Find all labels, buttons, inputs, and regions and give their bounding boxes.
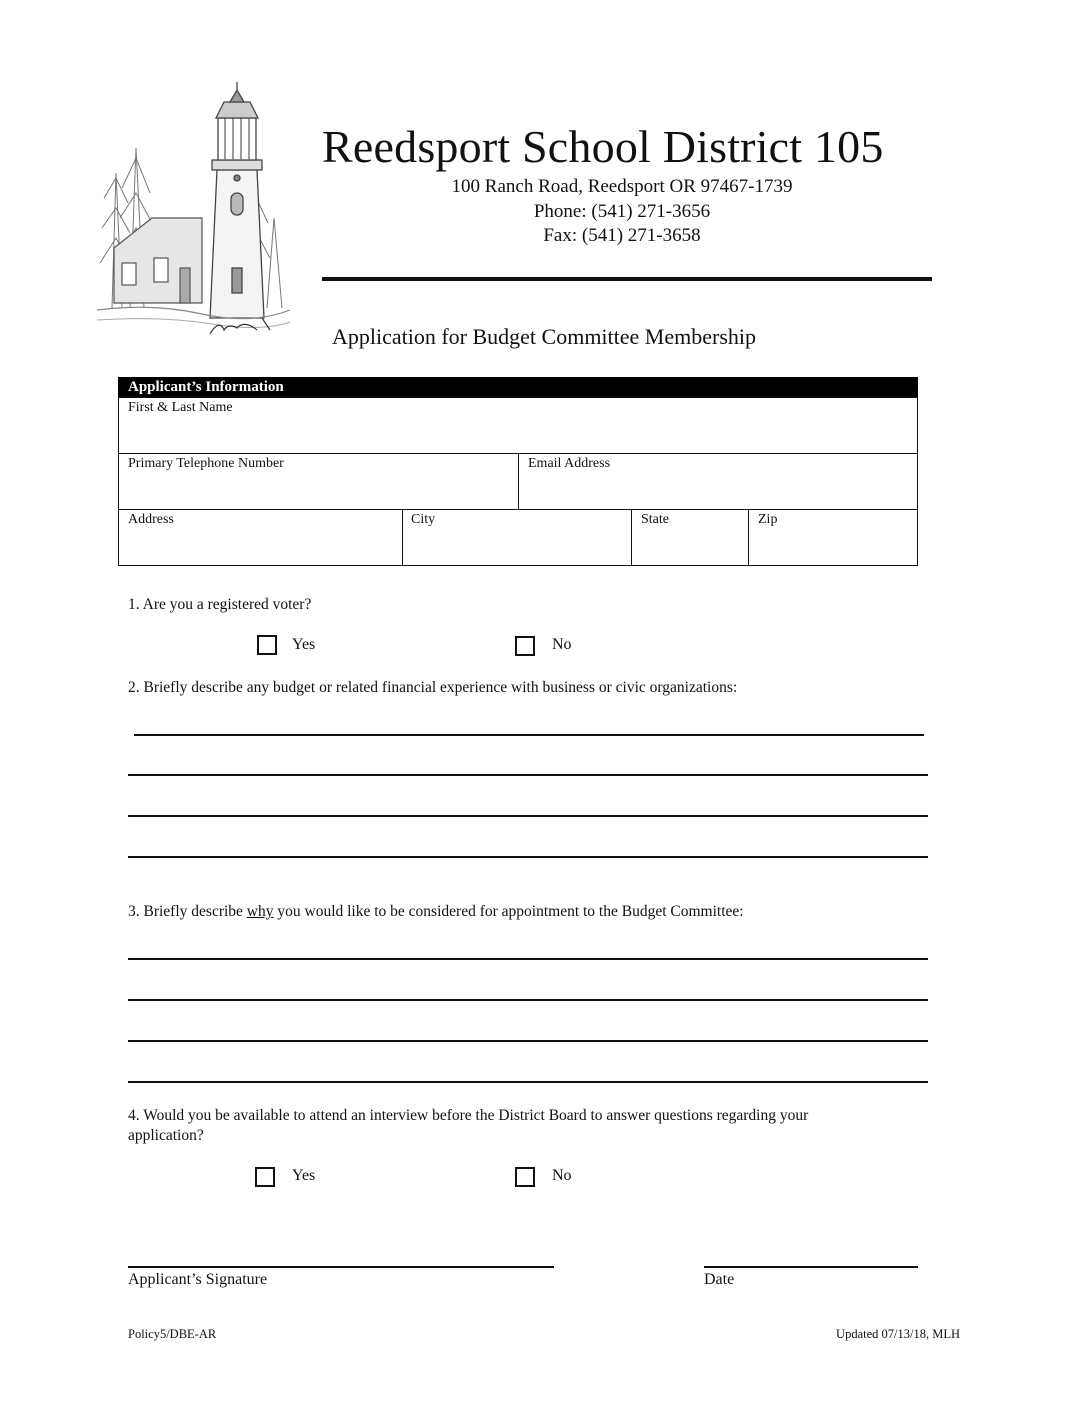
zip-label: Zip — [758, 512, 778, 527]
q1-no-label: No — [552, 636, 572, 653]
form-title: Application for Budget Committee Membership — [331, 324, 757, 349]
q3-answer-line-1[interactable] — [128, 958, 928, 960]
q1-yes-label: Yes — [292, 636, 316, 653]
q1-no-checkbox[interactable] — [515, 636, 535, 656]
name-label: First & Last Name — [128, 400, 233, 415]
q4-no-label: No — [552, 1167, 572, 1184]
name-field[interactable] — [118, 397, 918, 454]
district-phone: Phone: (541) 271-3656 — [533, 201, 711, 222]
q4-yes-label: Yes — [292, 1167, 316, 1184]
district-fax: Fax: (541) 271-3658 — [543, 225, 701, 246]
email-label: Email Address — [528, 456, 611, 471]
question-1-text: 1. Are you a registered voter? — [128, 596, 312, 613]
q4-no-checkbox[interactable] — [515, 1167, 535, 1187]
district-name: Reedsport School District 105 — [322, 121, 884, 172]
q3-answer-line-2[interactable] — [128, 999, 928, 1001]
signature-line[interactable] — [128, 1266, 554, 1268]
question-4-line-2: application? — [128, 1127, 204, 1144]
q3-text-emphasis: why — [246, 903, 274, 920]
q4-yes-checkbox[interactable] — [255, 1167, 275, 1187]
policy-code: Policy5/DBE-AR — [128, 1327, 217, 1341]
updated-note: Updated 07/13/18, MLH — [836, 1327, 960, 1341]
state-label: State — [641, 512, 669, 527]
signature-label: Applicant’s Signature — [128, 1271, 268, 1288]
district-address: 100 Ranch Road, Reedsport OR 97467-1739 — [451, 176, 793, 197]
q2-answer-line-1[interactable] — [134, 734, 924, 736]
q3-answer-line-3[interactable] — [128, 1040, 928, 1042]
q3-text-before: 3. Briefly describe — [128, 903, 247, 920]
phone-label: Primary Telephone Number — [128, 456, 284, 471]
question-4-line-1: 4. Would you be available to attend an interview before the District Board to answer questions regarding your — [128, 1107, 809, 1124]
q2-answer-line-2[interactable] — [128, 774, 928, 776]
date-line[interactable] — [704, 1266, 918, 1268]
date-label: Date — [704, 1271, 735, 1288]
applicant-info-header: Applicant’s Information — [118, 377, 918, 398]
q2-answer-line-3[interactable] — [128, 815, 928, 817]
lighthouse-logo — [92, 78, 292, 340]
zip-field[interactable] — [748, 509, 918, 566]
city-field[interactable] — [402, 509, 632, 566]
state-field[interactable] — [631, 509, 749, 566]
q2-answer-line-4[interactable] — [128, 856, 928, 858]
address-label: Address — [128, 512, 174, 527]
header-rule — [322, 277, 932, 281]
phone-field[interactable] — [118, 453, 519, 510]
q3-answer-line-4[interactable] — [128, 1081, 928, 1083]
city-label: City — [411, 512, 436, 527]
question-3-text — [128, 903, 744, 921]
q1-yes-checkbox[interactable] — [257, 635, 277, 655]
email-field[interactable] — [518, 453, 918, 510]
q3-text-after: you would like to be considered for appointment to the Budget Committee: — [273, 903, 744, 920]
address-field[interactable] — [118, 509, 403, 566]
question-2-text: 2. Briefly describe any budget or related financial experience with business or civic organizations: — [128, 679, 738, 696]
